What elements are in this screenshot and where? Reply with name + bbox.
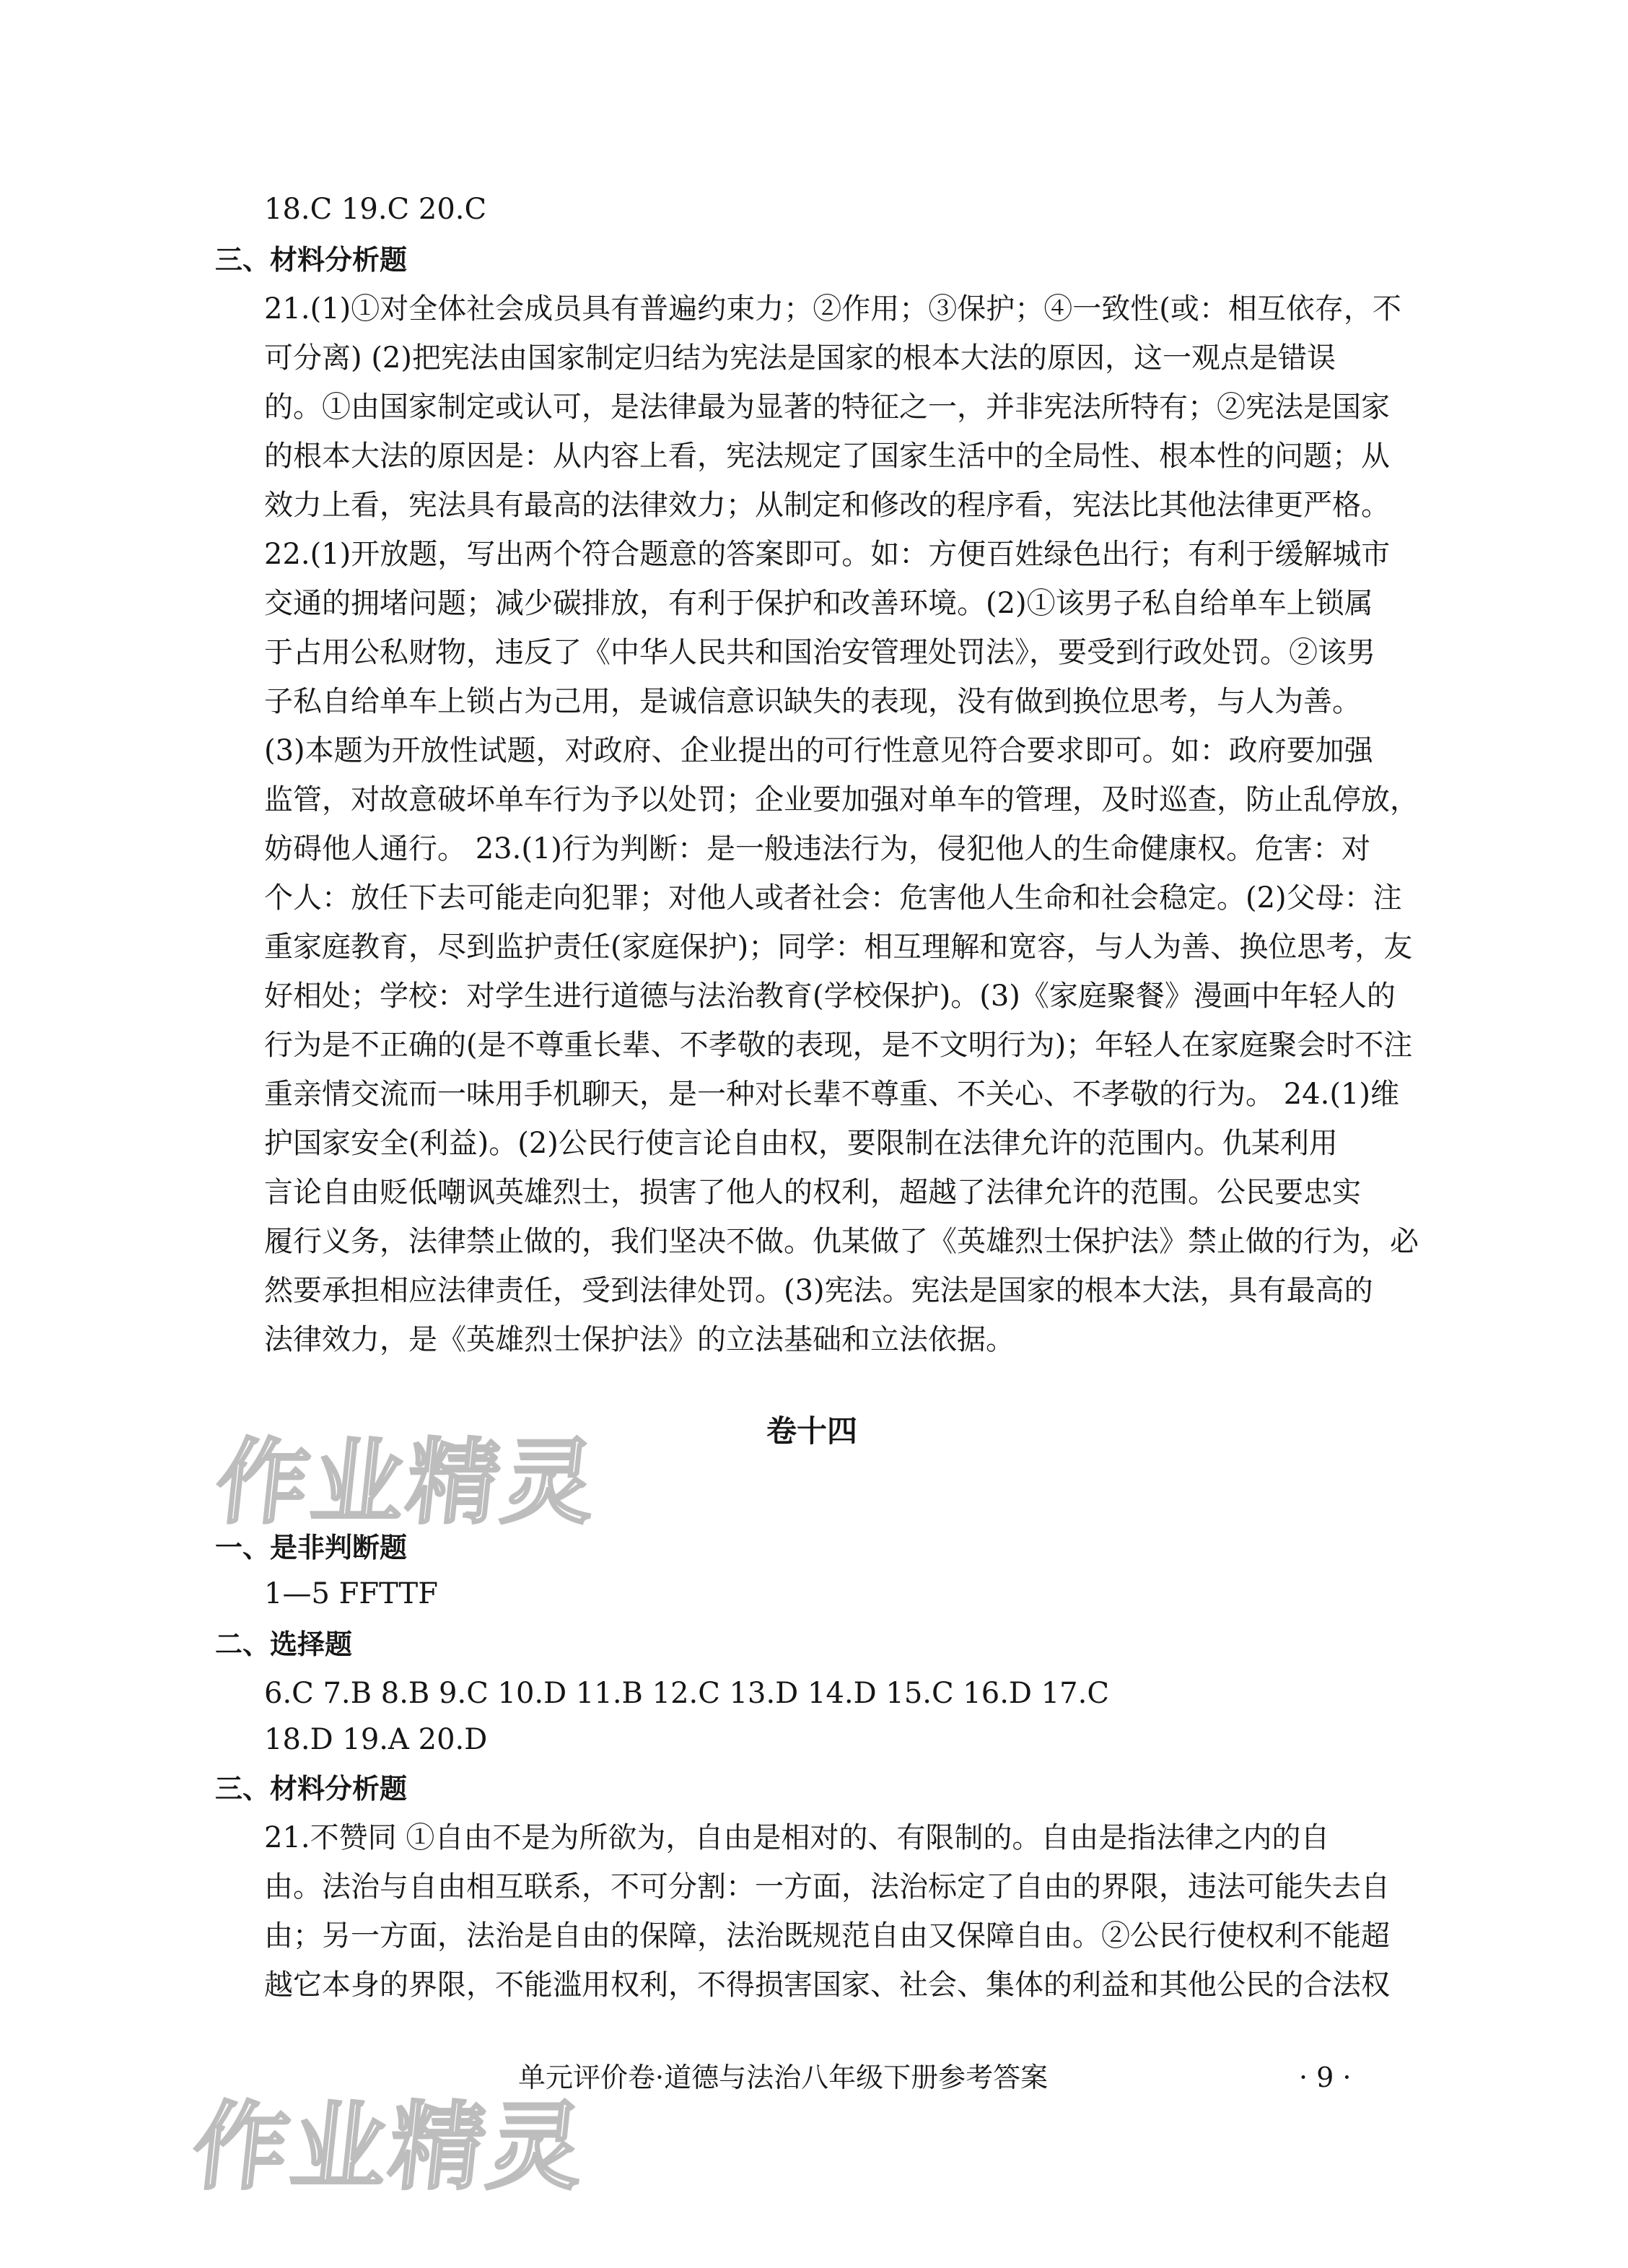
page-number: · 9 ·	[1299, 2062, 1352, 2093]
text-line: 监管，对故意破坏单车行为予以处罚；企业要加强对单车的管理，及时巡查，防止乱停放，	[264, 783, 1419, 816]
text-line: 由；另一方面，法治是自由的保障，法治既规范自由又保障自由。②公民行使权利不能超	[264, 1919, 1390, 1953]
watermark: 作业精灵	[211, 1429, 603, 1537]
true-false-answers: 1—5 FFTTF	[264, 1577, 438, 1610]
text-line: 行为是不正确的(是不尊重长辈、不孝敬的表现，是不文明行为)；年轻人在家庭聚会时不注	[264, 1029, 1413, 1062]
text-line: 于占用公私财物，违反了《中华人民共和国治安管理处罚法》，要受到行政处罚。②该男	[264, 636, 1375, 669]
text-line: 子私自给单车上锁占为己用，是诚信意识缺失的表现，没有做到换位思考，与人为善。	[264, 685, 1361, 718]
text-line: 护国家安全(利益)。(2)公民行使言论自由权，要限制在法律允许的范围内。仇某利用	[264, 1127, 1338, 1160]
choice-answers-line-1: 6.C 7.B 8.B 9.C 10.D 11.B 12.C 13.D 14.D 15.C 16.D 17.C	[264, 1677, 1109, 1710]
answers-top: 18.C 19.C 20.C	[264, 193, 487, 226]
text-line: 21.(1)①对全体社会成员具有普遍约束力；②作用；③保护；④一致性(或：相互依存，不	[264, 292, 1401, 326]
section-heading-true-false: 一、是非判断题	[215, 1532, 408, 1563]
text-line: 效力上看，宪法具有最高的法律效力；从制定和修改的程序看，宪法比其他法律更严格。	[264, 489, 1390, 522]
footer-watermark: 作业精灵	[187, 2092, 592, 2203]
volume-title: 卷十四	[766, 1413, 858, 1449]
text-line: 妨碍他人通行。 23.(1)行为判断：是一般违法行为，侵犯他人的生命健康权。危害：对	[264, 832, 1370, 865]
text-line: (3)本题为开放性试题，对政府、企业提出的可行性意见符合要求即可。如：政府要加强	[264, 734, 1373, 767]
text-line: 的根本大法的原因是：从内容上看，宪法规定了国家生活中的全局性、根本性的问题；从	[264, 440, 1390, 473]
text-line: 重亲情交流而一味用手机聊天，是一种对长辈不尊重、不关心、不孝敬的行为。 24.(1)维	[264, 1078, 1399, 1111]
text-line: 由。法治与自由相互联系，不可分割：一方面，法治标定了自由的界限，违法可能失去自	[264, 1870, 1390, 1903]
section-heading-material-analysis: 三、材料分析题	[215, 244, 408, 276]
text-line: 的。①由国家制定或认可，是法律最为显著的特征之一，并非宪法所特有；②宪法是国家	[264, 391, 1390, 424]
footer-title: 单元评价卷·道德与法治八年级下册参考答案	[518, 2062, 1049, 2093]
text-line: 越它本身的界限，不能滥用权利，不得损害国家、社会、集体的利益和其他公民的合法权	[264, 1968, 1390, 2002]
text-line: 个人：放任下去可能走向犯罪；对他人或者社会：危害他人生命和社会稳定。(2)父母：注	[264, 881, 1402, 915]
section-heading-choice: 二、选择题	[215, 1628, 353, 1660]
text-line: 法律效力，是《英雄烈士保护法》的立法基础和立法依据。	[264, 1323, 1015, 1356]
text-line: 言论自由贬低嘲讽英雄烈士，损害了他人的权利，超越了法律允许的范围。公民要忠实	[264, 1176, 1361, 1209]
text-line: 交通的拥堵问题；减少碳排放，有利于保护和改善环境。(2)①该男子私自给单车上锁属	[264, 587, 1373, 620]
choice-answers-line-2: 18.D 19.A 20.D	[264, 1723, 488, 1756]
text-line: 履行义务，法律禁止做的，我们坚决不做。仇某做了《英雄烈士保护法》禁止做的行为，必	[264, 1225, 1419, 1258]
text-line: 重家庭教育，尽到监护责任(家庭保护)；同学：相互理解和宽容，与人为善、换位思考，友	[264, 930, 1413, 964]
text-line: 可分离) (2)把宪法由国家制定归结为宪法是国家的根本大法的原因，这一观点是错误	[264, 341, 1336, 375]
text-line: 然要承担相应法律责任，受到法律处罚。(3)宪法。宪法是国家的根本大法，具有最高的	[264, 1274, 1373, 1307]
text-line: 好相处；学校：对学生进行道德与法治教育(学校保护)。(3)《家庭聚餐》漫画中年轻人的	[264, 980, 1396, 1013]
section-heading-material-analysis-2: 三、材料分析题	[215, 1773, 408, 1805]
text-line: 22.(1)开放题，写出两个符合题意的答案即可。如：方便百姓绿色出行；有利于缓解城市	[264, 538, 1391, 571]
text-line: 21.不赞同 ①自由不是为所欲为，自由是相对的、有限制的。自由是指法律之内的自	[264, 1821, 1330, 1854]
